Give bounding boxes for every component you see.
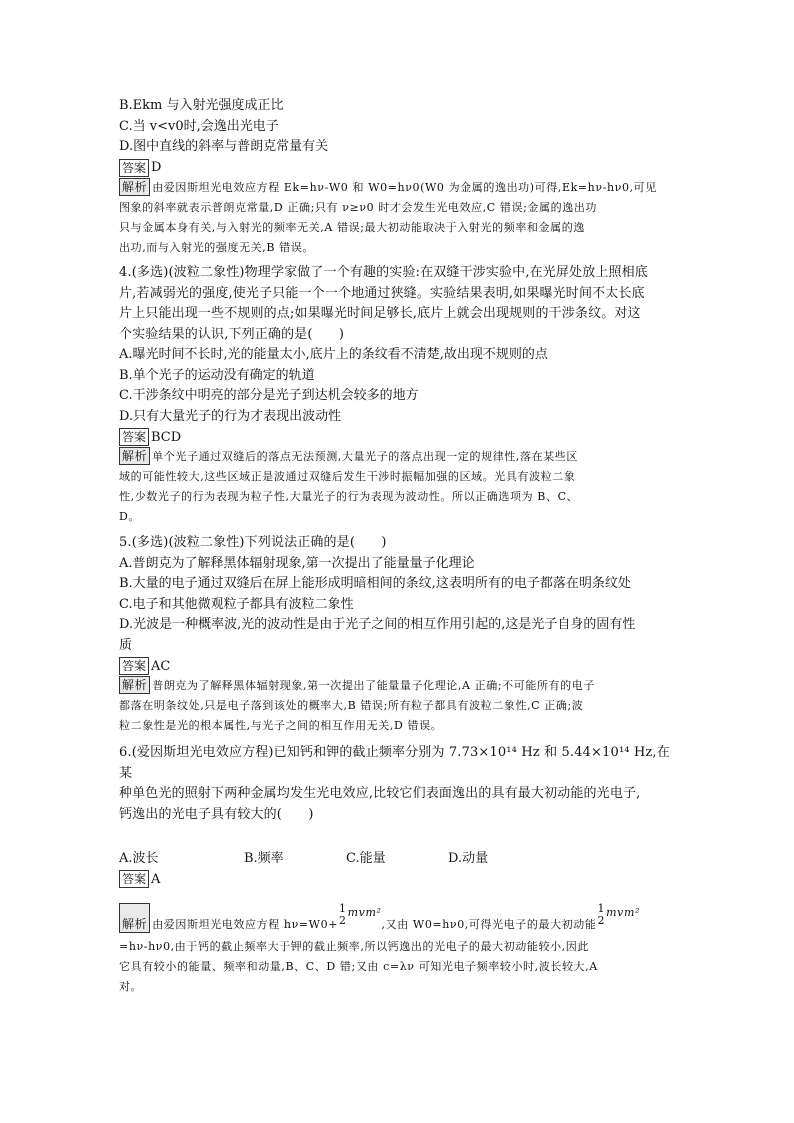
- question-stem: [119, 743, 677, 825]
- option-c: C.电子和其他微观粒子都具有波粒二象性: [119, 596, 354, 612]
- answer-tag: 答案: [119, 870, 149, 888]
- option-d: D.动量: [448, 851, 489, 866]
- explanation-line: 都落在明条纹处,只是电子落到该处的概率大,B 错误;所有粒子都具有波粒二象性,C 正确;波: [119, 699, 584, 712]
- fraction-denominator: 2: [597, 914, 606, 927]
- explanation-tag: 解析: [119, 903, 150, 933]
- explanation-line: 它具有较小的能量、频率和动量,B、C、D 错;又由 c=λν 可知光电子频率较小时,波长较大,A: [119, 960, 598, 973]
- explanation-tag: 解析: [119, 178, 150, 196]
- stem-line: 6.(爱因斯坦光电效应方程)已知钙和钾的截止频率分别为 7.73×10¹⁴ Hz 和 5.44×10¹⁴ Hz,在某: [119, 745, 670, 781]
- explanation-tag: 解析: [119, 447, 150, 465]
- answer-line: [119, 869, 677, 889]
- answer-line: [119, 427, 677, 447]
- explanation: [119, 447, 677, 527]
- formula-term: mvm²: [347, 906, 382, 919]
- fraction: [598, 903, 606, 927]
- option-b: B.Ekm 与入射光强度成正比: [119, 98, 284, 113]
- option-a: A.曝光时间不长时,光的能量太小,底片上的条纹看不清楚,故出现不规则的点: [119, 347, 548, 362]
- answer-line: [119, 656, 677, 676]
- stem-line: 个实验结果的认识,下列正确的是( ): [119, 326, 345, 342]
- option-b: B.单个光子的运动没有确定的轨道: [119, 367, 315, 383]
- explanation-line: D。: [119, 510, 141, 523]
- option-d-cont: 质: [119, 637, 133, 653]
- stem-line: 4.(多选)(波粒二象性)物理学家做了一个有趣的实验:在双缝干涉实验中,在光屏处放上照相底: [119, 265, 648, 280]
- answer-value: BCD: [151, 429, 182, 445]
- answer-value: AC: [151, 658, 171, 674]
- question-stem: 5.(多选)(波粒二象性)下列说法正确的是( ): [119, 535, 387, 550]
- option-d: D.只有大量光子的行为才表现出波动性: [119, 408, 342, 424]
- explanation-line: 出功,而与入射光的强度无关,B 错误。: [119, 240, 314, 254]
- stem-line: 片上只能出现一些不规则的点;如果曝光时间足够长,底片上就会出现规则的干涉条纹。对这: [119, 306, 641, 321]
- explanation-line: 由爱因斯坦光电效应方程 Ek=hν-W0 和 W0=hν0(W0 为金属的逸出功)可得,Ek=hν-hν0,可见: [152, 180, 657, 194]
- explanation-line: 只与金属本身有关,与入射光的频率无关,A 错误;最大初动能取决于入射光的频率和金属的逸: [119, 220, 585, 234]
- option-d: D.图中直线的斜率与普朗克常量有关: [119, 139, 329, 154]
- option-c: C.干涉条纹中明亮的部分是光子到达机会较多的地方: [119, 388, 419, 403]
- answer-value: A: [151, 871, 161, 887]
- formula-term: mvm²: [606, 906, 640, 919]
- fraction-numerator: 1: [597, 902, 606, 915]
- answer-tag: 答案: [119, 428, 149, 446]
- options-row: [119, 849, 677, 869]
- option-c: C.当 v<v0时,会逸出光电子: [119, 118, 279, 134]
- fraction: [339, 903, 347, 927]
- explanation-line: 图象的斜率就表示普朗克常量,D 正确;只有 ν≥ν0 时才会发生光电效应,C 错误;金属的逸出功: [119, 200, 598, 214]
- explanation-line: 粒二象性是光的根本属性,与光子之间的相互作用无关,D 错误。: [119, 719, 443, 732]
- explanation-line: 单个光子通过双缝后的落点无法预测,大量光子的落点出现一定的规律性,落在某些区: [152, 450, 578, 463]
- explanation-line: 对。: [119, 980, 143, 993]
- option-a: A.普朗克为了解释黑体辐射现象,第一次提出了能量量子化理论: [119, 555, 475, 571]
- answer-tag: 答案: [119, 657, 149, 675]
- stem-line: 钙逸出的光电子具有较大的( ): [119, 806, 314, 822]
- question-4: [119, 263, 677, 527]
- option-b: B.大量的电子通过双缝后在屏上能形成明暗相间的条纹,这表明所有的电子都落在明条纹处: [119, 576, 631, 591]
- explanation-formula-line: [119, 903, 677, 933]
- explanation-line: 普朗克为了解释黑体辐射现象,第一次提出了能量量子化理论,A 正确;不可能所有的电子: [152, 679, 595, 692]
- option-c: C.能量: [346, 851, 386, 866]
- explanation: [119, 178, 677, 258]
- explanation-tag: 解析: [119, 676, 150, 694]
- answer-line: [119, 158, 677, 178]
- formula-part-1: 由爱因斯坦光电效应方程 hν=W0+: [152, 918, 339, 931]
- explanation-line: 性,少数光子的行为表现为粒子性,大量光子的行为表现为波动性。所以正确选项为 B、C、: [119, 490, 579, 503]
- answer-value: D: [151, 160, 162, 175]
- option-b: B.频率: [244, 851, 284, 866]
- fraction-numerator: 1: [339, 902, 347, 915]
- option-d: D.光波是一种概率波,光的波动性是由于光子之间的相互作用引起的,这是光子自身的固有性: [119, 617, 636, 632]
- formula-part-2: ,又由 W0=hν0,可得光电子的最大初动能: [381, 918, 597, 931]
- explanation-line: 域的可能性较大,这些区域正是波通过双缝后发生干涉时振幅加强的区域。光具有波粒二象: [119, 470, 576, 483]
- question-3: [119, 96, 677, 258]
- question-5: [119, 533, 677, 736]
- option-a: A.波长: [119, 851, 159, 866]
- explanation-line: =hν-hν0,由于钙的截止频率大于钾的截止频率,所以钙逸出的光电子的最大初动能较小,因此: [119, 940, 589, 953]
- stem-line: 片,若减弱光的强度,使光子只能一个一个地通过狭缝。实验结果表明,如果曝光时间不太长底: [119, 285, 645, 301]
- stem-line: 种单色光的照射下两种金属均发生光电效应,比较它们表面逸出的具有最大初动能的光电子,: [119, 786, 641, 801]
- explanation: [119, 676, 677, 736]
- question-stem: [119, 263, 677, 345]
- answer-tag: 答案: [119, 159, 149, 177]
- question-6: [119, 743, 677, 997]
- fraction-denominator: 2: [339, 914, 347, 927]
- explanation: [119, 937, 677, 997]
